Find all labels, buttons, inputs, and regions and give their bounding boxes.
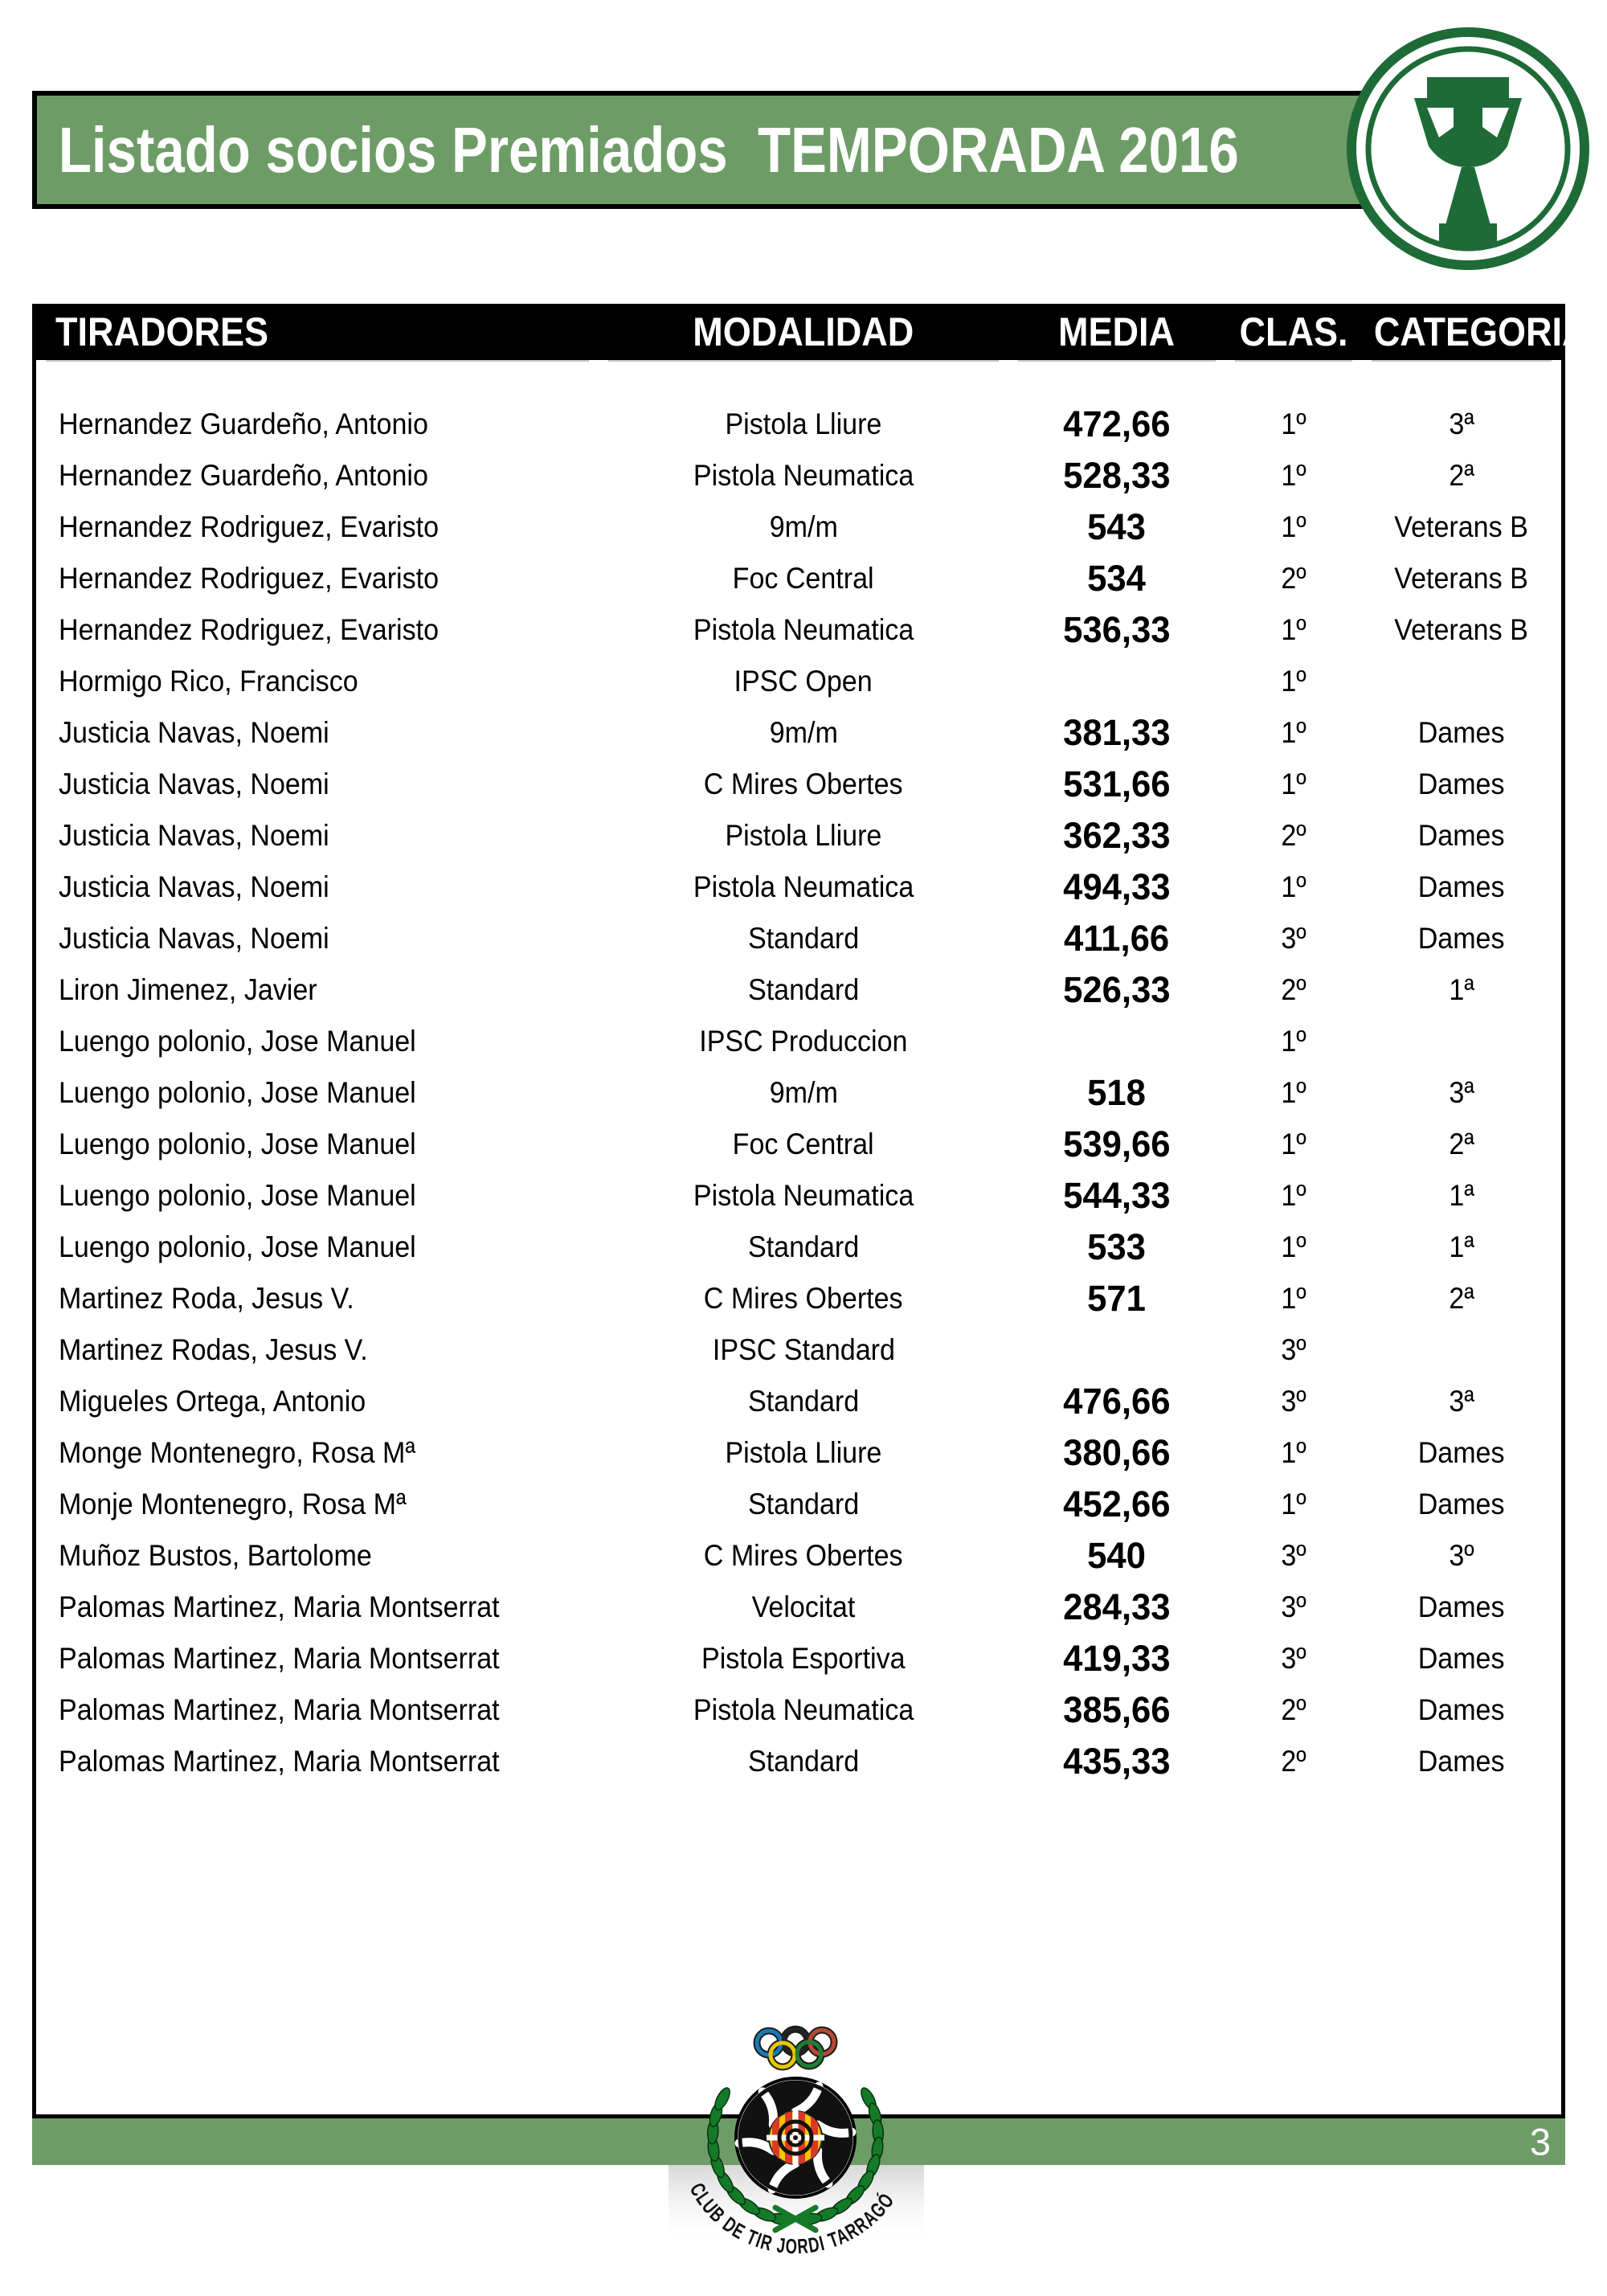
cell-modalidad: Foc Central bbox=[733, 1128, 874, 1160]
cell-modalidad: C Mires Obertes bbox=[704, 1539, 903, 1572]
cell-clas: 1º bbox=[1281, 767, 1306, 800]
cell-media: 543 bbox=[1087, 506, 1147, 547]
cell-media: 476,66 bbox=[1063, 1381, 1171, 1422]
cell-media: 494,33 bbox=[1063, 866, 1171, 907]
cell-categoria: 2ª bbox=[1449, 1282, 1474, 1315]
cell-tirador: Palomas Martinez, Maria Montserrat bbox=[59, 1642, 500, 1675]
cell-tirador: Luengo polonio, Jose Manuel bbox=[59, 1179, 416, 1212]
table-row bbox=[36, 553, 1561, 604]
cell-modalidad: Pistola Lliure bbox=[725, 1436, 882, 1469]
cell-categoria: Dames bbox=[1418, 1488, 1505, 1520]
table-row bbox=[36, 1170, 1561, 1222]
cell-clas: 1º bbox=[1281, 1128, 1306, 1160]
cell-modalidad: Standard bbox=[747, 1745, 860, 1778]
cell-modalidad: Standard bbox=[747, 922, 860, 955]
cell-tirador: Muñoz Bustos, Bartolome bbox=[59, 1539, 372, 1572]
table-row bbox=[36, 862, 1561, 913]
cell-clas: 1º bbox=[1281, 510, 1306, 543]
cell-clas: 1º bbox=[1281, 870, 1306, 903]
cell-categoria: 1ª bbox=[1449, 973, 1474, 1006]
cell-modalidad: Standard bbox=[747, 1385, 860, 1418]
cell-tirador: Liron Jimenez, Javier bbox=[59, 973, 317, 1006]
cell-media: 380,66 bbox=[1063, 1432, 1171, 1473]
cell-modalidad: C Mires Obertes bbox=[704, 767, 903, 800]
table-row bbox=[36, 1324, 1561, 1376]
cell-modalidad: Foc Central bbox=[733, 562, 874, 595]
cell-tirador: Migueles Ortega, Antonio bbox=[59, 1385, 366, 1418]
cell-tirador: Palomas Martinez, Maria Montserrat bbox=[59, 1693, 500, 1726]
cell-media: 528,33 bbox=[1063, 455, 1171, 496]
cell-media: 381,33 bbox=[1063, 712, 1171, 753]
table-row bbox=[36, 707, 1561, 759]
cell-clas: 3º bbox=[1281, 1385, 1306, 1418]
table-row bbox=[36, 1582, 1561, 1633]
cell-clas: 1º bbox=[1281, 613, 1306, 646]
table-row bbox=[36, 1479, 1561, 1530]
cell-tirador: Justicia Navas, Noemi bbox=[59, 767, 329, 800]
cell-modalidad: 9m/m bbox=[769, 1076, 838, 1109]
cell-tirador: Hormigo Rico, Francisco bbox=[59, 665, 358, 698]
cell-tirador: Hernandez Guardeño, Antonio bbox=[59, 407, 428, 440]
club-emblem-icon bbox=[635, 2009, 964, 2296]
cell-clas: 1º bbox=[1281, 665, 1306, 698]
table-row bbox=[36, 1684, 1561, 1736]
cell-clas: 1º bbox=[1281, 1179, 1306, 1212]
column-header-media: MEDIA bbox=[1058, 309, 1176, 354]
cell-categoria: Dames bbox=[1418, 819, 1505, 852]
cell-modalidad: C Mires Obertes bbox=[704, 1282, 903, 1315]
cell-media: 385,66 bbox=[1063, 1689, 1171, 1730]
cell-clas: 3º bbox=[1281, 1590, 1306, 1623]
table-row bbox=[36, 810, 1561, 862]
cell-media: 284,33 bbox=[1063, 1586, 1171, 1627]
cell-media: 533 bbox=[1087, 1226, 1147, 1267]
cell-media: 539,66 bbox=[1063, 1123, 1171, 1164]
cell-modalidad: 9m/m bbox=[769, 716, 838, 749]
column-header-categoria: CATEGORIA bbox=[1373, 309, 1589, 354]
cell-categoria: Dames bbox=[1418, 922, 1505, 955]
cell-tirador: Palomas Martinez, Maria Montserrat bbox=[59, 1590, 500, 1623]
cell-modalidad: Standard bbox=[747, 1230, 860, 1263]
cell-clas: 2º bbox=[1281, 973, 1306, 1006]
cell-media: 419,33 bbox=[1063, 1638, 1171, 1679]
cell-modalidad: Pistola Neumatica bbox=[693, 1693, 914, 1726]
table-row bbox=[36, 450, 1561, 501]
cell-modalidad: Pistola Neumatica bbox=[693, 459, 914, 492]
cell-modalidad: IPSC Produccion bbox=[699, 1025, 908, 1058]
cell-modalidad: Pistola Neumatica bbox=[693, 613, 914, 646]
cell-tirador: Justicia Navas, Noemi bbox=[59, 922, 329, 955]
cell-media: 518 bbox=[1087, 1072, 1147, 1113]
table-row bbox=[36, 964, 1561, 1016]
cell-clas: 2º bbox=[1281, 1693, 1306, 1726]
cell-modalidad: Pistola Lliure bbox=[725, 407, 882, 440]
cell-modalidad: Pistola Lliure bbox=[725, 819, 882, 852]
table-row bbox=[36, 1530, 1561, 1582]
cell-tirador: Martinez Rodas, Jesus V. bbox=[59, 1333, 368, 1366]
table-row bbox=[36, 604, 1561, 656]
cell-clas: 2º bbox=[1281, 1745, 1306, 1778]
cell-media: 531,66 bbox=[1063, 763, 1171, 804]
cell-clas: 1º bbox=[1281, 459, 1306, 492]
cell-media: 435,33 bbox=[1063, 1741, 1171, 1782]
table-row bbox=[36, 1067, 1561, 1119]
cell-categoria: 3º bbox=[1449, 1539, 1474, 1572]
cell-categoria: Dames bbox=[1418, 870, 1505, 903]
cell-categoria: Veterans B bbox=[1394, 510, 1529, 543]
cell-tirador: Hernandez Rodriguez, Evaristo bbox=[59, 562, 440, 595]
cell-clas: 2º bbox=[1281, 819, 1306, 852]
cell-clas: 1º bbox=[1281, 1436, 1306, 1469]
cell-categoria: Dames bbox=[1418, 1436, 1505, 1469]
cell-tirador: Monje Montenegro, Rosa Mª bbox=[59, 1488, 407, 1520]
cell-media: 544,33 bbox=[1063, 1175, 1171, 1216]
table-row bbox=[36, 1736, 1561, 1787]
cell-categoria: 3ª bbox=[1449, 1385, 1474, 1418]
cell-tirador: Justicia Navas, Noemi bbox=[59, 870, 329, 903]
table-row bbox=[36, 656, 1561, 707]
cell-media: 472,66 bbox=[1063, 403, 1171, 444]
club-name: CLUB DE TIR JORDI TARRAGÓ bbox=[685, 2179, 902, 2259]
cell-categoria: Dames bbox=[1418, 767, 1505, 800]
cell-media: 526,33 bbox=[1063, 969, 1171, 1010]
trophy-icon bbox=[1343, 24, 1593, 273]
cell-tirador: Hernandez Rodriguez, Evaristo bbox=[59, 613, 440, 646]
cell-categoria: 3ª bbox=[1449, 407, 1474, 440]
cell-modalidad: Velocitat bbox=[751, 1590, 856, 1623]
table-row bbox=[36, 1222, 1561, 1273]
cell-modalidad: Pistola Neumatica bbox=[693, 1179, 914, 1212]
cell-modalidad: Pistola Neumatica bbox=[693, 870, 914, 903]
cell-clas: 1º bbox=[1281, 716, 1306, 749]
cell-media: 362,33 bbox=[1063, 815, 1171, 856]
column-header-tiradores: TIRADORES bbox=[55, 309, 269, 354]
cell-categoria: 2ª bbox=[1449, 459, 1474, 492]
cell-clas: 1º bbox=[1281, 1025, 1306, 1058]
cell-clas: 1º bbox=[1281, 1076, 1306, 1109]
header-separator bbox=[36, 360, 1561, 362]
cell-clas: 3º bbox=[1281, 1642, 1306, 1675]
table-row bbox=[36, 399, 1561, 450]
table-row bbox=[36, 1119, 1561, 1170]
page-number: 3 bbox=[1529, 2120, 1551, 2163]
table-row bbox=[36, 1427, 1561, 1479]
cell-tirador: Luengo polonio, Jose Manuel bbox=[59, 1230, 416, 1263]
cell-tirador: Luengo polonio, Jose Manuel bbox=[59, 1128, 416, 1160]
table-body bbox=[36, 362, 1561, 1787]
cell-categoria: Dames bbox=[1418, 1590, 1505, 1623]
cell-categoria: Dames bbox=[1418, 716, 1505, 749]
cell-clas: 1º bbox=[1281, 1230, 1306, 1263]
cell-clas: 1º bbox=[1281, 1282, 1306, 1315]
table-header-row bbox=[36, 304, 1589, 360]
cell-categoria: 2ª bbox=[1449, 1128, 1474, 1160]
cell-clas: 1º bbox=[1281, 1488, 1306, 1520]
cell-tirador: Luengo polonio, Jose Manuel bbox=[59, 1076, 416, 1109]
cell-clas: 3º bbox=[1281, 1539, 1306, 1572]
cell-tirador: Justicia Navas, Noemi bbox=[59, 716, 329, 749]
cell-tirador: Palomas Martinez, Maria Montserrat bbox=[59, 1745, 500, 1778]
column-header-modalidad: MODALIDAD bbox=[693, 309, 914, 354]
table-row bbox=[36, 1273, 1561, 1324]
cell-modalidad: Pistola Esportiva bbox=[701, 1642, 906, 1675]
table-row bbox=[36, 501, 1561, 553]
cell-tirador: Monge Montenegro, Rosa Mª bbox=[59, 1436, 416, 1469]
cell-media: 571 bbox=[1087, 1278, 1147, 1319]
table-row bbox=[36, 913, 1561, 964]
cell-categoria: 3ª bbox=[1449, 1076, 1474, 1109]
cell-categoria: 1ª bbox=[1449, 1179, 1474, 1212]
table-row bbox=[36, 759, 1561, 810]
cell-tirador: Luengo polonio, Jose Manuel bbox=[59, 1025, 416, 1058]
cell-modalidad: Standard bbox=[747, 973, 860, 1006]
table-row bbox=[36, 1016, 1561, 1067]
cell-media: 452,66 bbox=[1063, 1484, 1171, 1525]
table-row bbox=[36, 1376, 1561, 1427]
cell-media: 411,66 bbox=[1064, 918, 1170, 959]
cell-clas: 3º bbox=[1281, 1333, 1306, 1366]
cell-media: 534 bbox=[1087, 558, 1147, 599]
page-title: Listado socios Premiados TEMPORADA 2016 bbox=[58, 113, 1239, 186]
results-table bbox=[32, 304, 1589, 2118]
cell-tirador: Hernandez Rodriguez, Evaristo bbox=[59, 510, 440, 543]
table-row bbox=[36, 1633, 1561, 1684]
cell-media: 536,33 bbox=[1063, 609, 1171, 650]
cell-categoria: Veterans B bbox=[1394, 562, 1529, 595]
olympic-rings-icon bbox=[757, 2029, 834, 2067]
cell-clas: 3º bbox=[1281, 922, 1306, 955]
cell-clas: 2º bbox=[1281, 562, 1306, 595]
cell-categoria: Dames bbox=[1418, 1642, 1505, 1675]
cell-categoria: Veterans B bbox=[1394, 613, 1529, 646]
cell-categoria: Dames bbox=[1418, 1693, 1505, 1726]
cell-categoria: 1ª bbox=[1449, 1230, 1474, 1263]
cell-tirador: Justicia Navas, Noemi bbox=[59, 819, 329, 852]
cell-modalidad: IPSC Open bbox=[734, 665, 873, 698]
cell-categoria: Dames bbox=[1418, 1745, 1505, 1778]
cell-modalidad: Standard bbox=[747, 1488, 860, 1520]
title-banner bbox=[32, 91, 1382, 209]
column-header-clas: CLAS. bbox=[1239, 309, 1348, 354]
cell-media: 540 bbox=[1087, 1535, 1147, 1576]
cell-clas: 1º bbox=[1281, 407, 1306, 440]
cell-tirador: Hernandez Guardeño, Antonio bbox=[59, 459, 428, 492]
cell-modalidad: IPSC Standard bbox=[712, 1333, 895, 1366]
cell-modalidad: 9m/m bbox=[769, 510, 838, 543]
cell-tirador: Martinez Roda, Jesus V. bbox=[59, 1282, 354, 1315]
